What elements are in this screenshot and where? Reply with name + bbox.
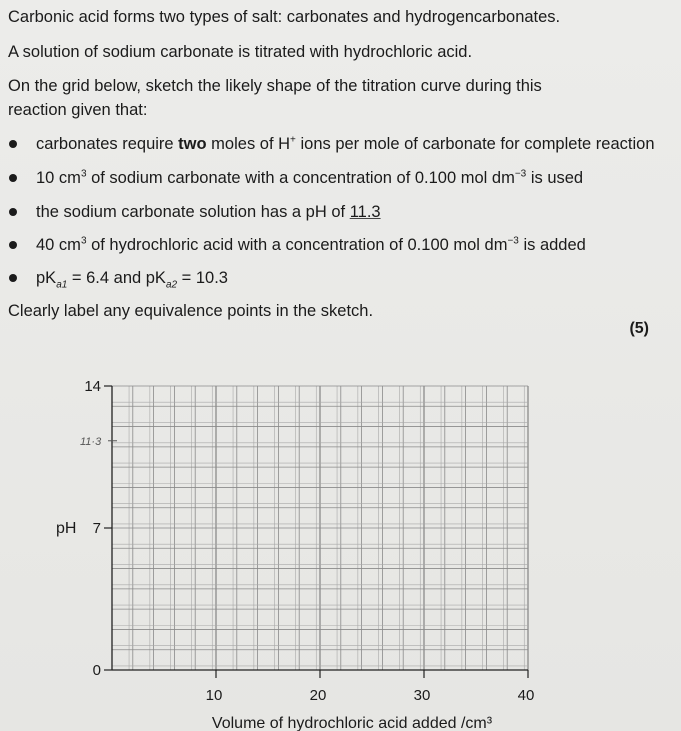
instruction-line-2: reaction given that: — [8, 101, 148, 119]
bullet-dot — [9, 140, 17, 148]
y-tick-label: 0 — [92, 662, 101, 679]
bullet-dot — [9, 241, 17, 249]
marks-label: (5) — [629, 320, 649, 337]
x-axis-label: Volume of hydrochloric acid added /cm³ — [211, 715, 493, 731]
ph-value: 11.3 — [349, 203, 381, 221]
bullet-text: 10 $cm^3$ of sodium carbonate with a concentration of 0.100 mol $dm^{-3}$ is used — [36, 168, 584, 187]
y-axis-label: pH — [56, 520, 77, 537]
intro-line-2: A solution of sodium carbonate is titrated with hydrochloric acid. — [8, 43, 473, 61]
x-tick-label: 20 — [309, 687, 327, 704]
bullet-text: the sodium carbonate solution has a pH of 11.3 — [36, 203, 381, 221]
x-tick-label: 40 — [517, 687, 535, 704]
bullet-dot — [9, 274, 17, 282]
y-tick-label: 14 — [84, 378, 101, 395]
instruction-line-1: On the grid below, sketch the likely shape of the titration curve during this — [8, 77, 542, 95]
bullet-dot — [9, 174, 17, 182]
intro-line-1: Carbonic acid forms two types of salt: carbonates and hydrogencarbonates. — [8, 8, 561, 26]
titration-grid-chart[interactable] — [0, 340, 681, 731]
bullet-text: $pK_{a1} = 6.4$ and $pK_{a2} = 10.3$ — [36, 269, 228, 291]
bullet-text: 40 $cm^3$ of hydrochloric acid with a concentration of 0.100 mol $dm^{-3}$ is added — [36, 235, 586, 254]
label-instruction: Clearly label any equivalence points in the sketch. — [8, 302, 374, 320]
handwritten-ph-annotation: 11·3 — [80, 435, 102, 448]
bullet-dot — [9, 208, 17, 216]
grid-lines — [112, 386, 528, 670]
x-tick-label: 30 — [413, 687, 431, 704]
x-tick-label: 10 — [205, 687, 223, 704]
y-tick-label: 7 — [92, 520, 101, 537]
bullet-text: carbonates require two moles of H+ ions per mole of carbonate for complete reaction — [36, 134, 655, 153]
